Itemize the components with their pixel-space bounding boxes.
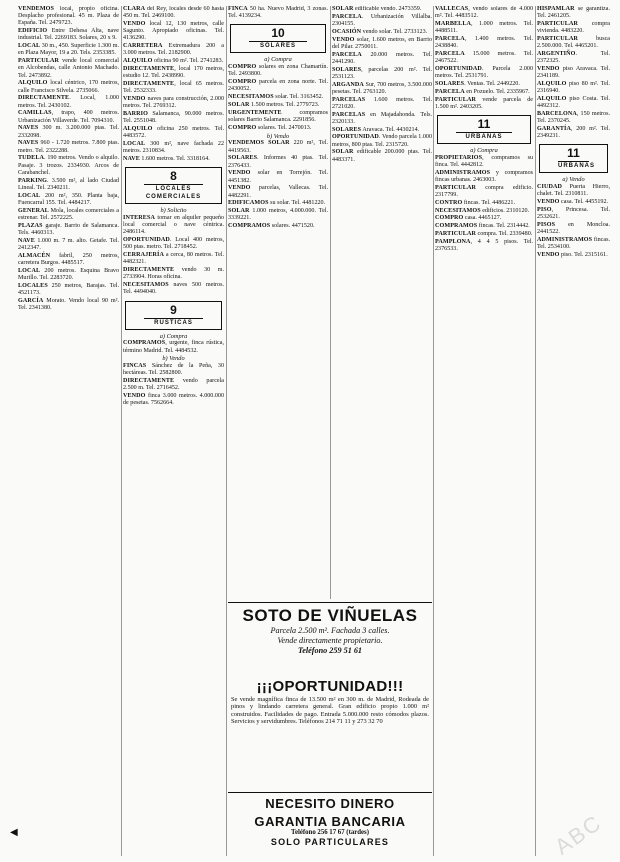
classified-ad: OPORTUNIDAD. Local 400 metros, 500 ptas. metro. Tel. 2718452. — [123, 237, 224, 251]
classified-ad: ARGENTIÑO. Tel. 2372325. — [537, 51, 610, 65]
classified-ad: VENDEMOS local, propio oficina. Desplacho profesional. 45 m. Plaza de España. Tel. 2479723. — [18, 6, 119, 27]
column-4 — [332, 6, 432, 599]
ad-phone: Teléfono 256 17 67 (tardes) — [291, 829, 369, 836]
classified-ad: GARANTÍA, 200 m². Tel. 2349231. — [537, 126, 610, 140]
classified-ad: NECESITAMOS edificios. 2310120. — [435, 207, 530, 214]
classified-ad: CONTRO fincas. Tel. 4486221. — [435, 199, 515, 206]
classified-ad: LOCAL 200 metros. Esquina Bravo Murillo. Tel. 2283720. — [18, 267, 119, 281]
classifieds-page — [18, 6, 610, 856]
classified-ad: SOLAR 1.500 metros. Tel. 2779723. — [228, 102, 320, 108]
classified-ad: VENDO casa. Tel. 4455192. — [537, 199, 609, 206]
column-1 — [18, 6, 119, 856]
classified-ad: PARTICULAR vende parcela de 1.500 m². 2403205. — [435, 96, 533, 110]
classified-ad: PARCELAS 1.600 metros. Tel. 2721020. — [332, 96, 432, 110]
classified-ad: VENDEMOS SOLAR 220 m², Tel. 4419563. — [228, 140, 328, 154]
classified-ad: PLAZAS garaje. Barrio de Salamanca. Tels. 4460313. — [18, 222, 119, 236]
classified-ad: NAVES 300 m. 3.200.000 ptas. Tel. 2332098. — [18, 125, 119, 139]
section-header-rusticas — [125, 301, 222, 330]
classified-ad: SOLAR edificable vendo. 2473359. — [332, 6, 422, 12]
classified-ad: VENDO local 12, 130 metros, calle Sagunto. Apropiado oficinas. Tel. 4136290. — [123, 21, 224, 42]
classified-ad: VENDO solar, 1.600 metros, en Barrio del Pilar. 2750011. — [332, 36, 432, 50]
section-title: RÚSTICAS — [144, 318, 203, 327]
classified-ad: ALQUILO piso Costa. Tel. 4492312. — [537, 96, 610, 110]
classified-ad: NECESITAMOS naves 500 metros. Tel. 4494040. — [123, 282, 224, 296]
classified-ad: PARCELAS en Majadahonda. Tels. 2320133. — [332, 111, 432, 125]
classified-ad: CERRAJERÍA a cerca, 80 metros. Tel. 4482321. — [123, 252, 224, 266]
classified-ad: VENDO naves para construcción, 2.000 metros. Tel. 2769312. — [123, 96, 224, 110]
classified-ad: OCASIÓN vendo solar. Tel. 2733123. — [332, 28, 428, 35]
section-title: URBANAS — [456, 132, 512, 141]
column-5 — [435, 6, 533, 856]
necesito-dinero-ad — [228, 792, 432, 855]
subsection-label: b) Vendo — [162, 355, 185, 363]
section-number: 10 — [271, 26, 285, 41]
classified-ad: PARTICULAR compra edificio. 2317799. — [435, 184, 533, 198]
classified-ad: ALQUILO oficina 250 metros. Tel. 4483572. — [123, 126, 224, 140]
section-title: URBANAS — [558, 163, 595, 170]
classified-ad: SOLAR 1.000 metros, 4.000.000. Tel. 3339221. — [228, 208, 328, 222]
classified-ad: SOLARES Aravaca. Tel. 4430214. — [332, 126, 420, 133]
section-title: SOLARES — [249, 41, 307, 50]
classified-ad: ADMINISTRAMOS fincas. Tel. 2534100. — [537, 237, 610, 251]
classified-ad: COMPRO parcela en zona norte. Tel. 2430052. — [228, 79, 328, 93]
section-number: 9 — [170, 302, 177, 317]
classified-ad: PARCELA 15.000 metros. Tel. 2467522. — [435, 51, 533, 65]
ad-title: SOTO DE VIÑUELAS — [242, 606, 418, 625]
classified-ad: COMPRO solares. Tel. 2470013. — [228, 124, 312, 131]
ad-title: NECESITO DINERO — [265, 796, 395, 811]
classified-ad: COMPRAMOS fincas. Tel. 2314442. — [435, 223, 530, 230]
classified-ad: PARCELA en Pozuelo. Tel. 2335967. — [435, 88, 530, 95]
classified-ad: EDIFICIO Entre Dehesa Alta, nave industrial. Tel. 2269183. Solares, 20 x 9. — [18, 28, 119, 42]
classified-ad: DIRECTAMENTE vendo parcela 2.500 m. Tel. 2716452. — [123, 378, 224, 392]
classified-ad: VALLECAS, vendo solares de 4.000 m². Tel. 4483512. — [435, 6, 533, 20]
classified-ad: DIRECTAMENTE, local 65 metros. Tel. 2532333. — [123, 81, 224, 95]
section-header-solares — [230, 24, 326, 53]
classified-ad: ADMINISTRAMOS y compramos fincas urbanas. 2463003. — [435, 169, 533, 183]
classified-ad: LOCALES 250 metros, Barajas. Tel. 4521173. — [18, 282, 119, 296]
column-2 — [123, 6, 224, 856]
section-header-urbanas-2 — [539, 144, 608, 173]
column-rule — [121, 6, 122, 856]
ad-line: Vende directamente propietario. — [277, 636, 383, 645]
classified-ad: NAVE 1.000 m. 7 m. alto. Getafe. Tel. 2412347. — [18, 237, 119, 251]
classified-ad: PARTICULAR busca 2.500.000. Tel. 4465201. — [537, 36, 610, 50]
subsection-label: a) Compra — [159, 332, 188, 340]
section-header-urbanas — [437, 115, 531, 144]
subsection-label: b) Solicito — [160, 207, 187, 215]
classified-ad: VENDO piso. Tel. 2315161. — [537, 252, 608, 258]
ad-note: SOLO PARTICULARES — [270, 837, 390, 847]
column-3 — [228, 6, 328, 599]
section-number: 8 — [170, 169, 177, 184]
classified-ad: LOCAL 300 m², nave fachada 22 metros. 2310834. — [123, 141, 224, 155]
classified-ad: COMPRO casa. 4465127. — [435, 215, 502, 222]
section-number: 11 — [477, 117, 491, 131]
classified-ad: CAMILLAS, trapo, 400 metros. Urbanización Villaverde. Tel. 7094310. — [18, 110, 119, 124]
classified-ad: MARBELLA, 1.000 metros. Tel. 4488511. — [435, 21, 533, 35]
classified-ad: VENDO solar en Torrejón. Tel. 4451382. — [228, 170, 328, 184]
subsection-label: a) Compra — [470, 147, 498, 154]
classified-ad: BARRIO Salamanca, 90.000 metros. Tel. 2551048. — [123, 111, 224, 125]
classified-ad: ALMACÉN fabril, 250 metros, carretera Burgos. 4485517. — [18, 252, 119, 266]
classified-ad: VENDO finca 3.000 metros. 4.000.000 de pesetas. 7562664. — [123, 393, 224, 407]
classified-ad: EDIFICAMOS su solar. Tel. 4481220. — [228, 200, 326, 207]
classified-ad: COMPRO solares en zona Chamartín. Tel. 2493800. — [228, 64, 328, 78]
ad-title: ¡¡¡OPORTUNIDAD!!! — [256, 678, 404, 695]
classified-ad: TUDELA. 190 metros. Vendo o alquilo. Pasaje. 3 trozos. 2334930. Arcos de Carabanchel. — [18, 155, 119, 176]
classified-ad: COMPRAMOS, urgente, finca rústica, término Madrid. Tel. 4484532. — [123, 340, 224, 354]
classified-ad: HISPAMLAR se garantiza. Tel. 2461205. — [537, 6, 610, 20]
classified-ad: FINCAS Sánchez de la Peña, 30 hectáreas. Tel. 2582800. — [123, 363, 224, 377]
classified-ad: VENDO piso Aravaca. Tel. 2341189. — [537, 66, 610, 80]
classified-ad: FINCA 50 ha. Nuevo Madrid, 3 zonas. Tel. 4139234. — [228, 6, 328, 20]
classified-ad: PARCELA 20.000 metros. Tel. 2441290. — [332, 51, 432, 65]
classified-ad: LOCAL 200 m², 350. Planta baja, Fuencarral 155. Tel. 4484217. — [18, 192, 119, 206]
classified-ad: PARCELA. Urbanización Villalba. 2304155. — [332, 13, 432, 27]
classified-ad: GARCÍA Morato. Vendo local 90 m². Tel. 2341380. — [18, 297, 119, 311]
oportunidad-ad — [228, 678, 432, 790]
classified-ad: PISO, Princesa. Tel. 2532621. — [537, 207, 610, 221]
classified-ad: GENERAL Mola, locales comerciales a estrenar. Tel. 2572225. — [18, 207, 119, 221]
column-6 — [537, 6, 610, 856]
classified-ad: ALQUILO local céntrico, 170 metros, calle Francisco Silvela. 2735066. — [18, 80, 119, 94]
classified-ad: ALQUILO oficina 90 m². Tel. 2741283. — [123, 58, 224, 65]
subsection-label: a) Vendo — [562, 176, 585, 184]
section-header-locales — [125, 167, 222, 204]
classified-ad: ALQUILO piso 80 m². Tel. 2316940. — [537, 81, 610, 95]
classified-ad: PROPIETARIOS, compramos su finca. Tel. 4442812. — [435, 154, 533, 168]
classified-ad: VENDO parcelas, Vallecas. Tel. 4482291. — [228, 185, 328, 199]
classified-ad: PARKING. 3.500 m², al lado Ciudad Lineal. Tel. 2340211. — [18, 177, 119, 191]
classified-ad: DIRECTAMENTE. Local, 1.000 metros. Tel. 2430102. — [18, 95, 119, 109]
ad-body: Se vende magnífica finca de 13.500 m² en 300 m. de Madrid, Rodeada de pinos y lindando carretera general. Gran edificio propio 1.000 m² construidos. Facilidades de pago. Entrada 5.000.000 resto cómodos plazos. Servicios y servidumbres. Teléfonos 214 71 11 y 273 32 70 — [231, 696, 429, 726]
ad-phone: Teléfono 259 51 61 — [297, 646, 363, 655]
classified-ad: ARGANDA Sur, 700 metros, 3.500.000 pesetas. Tel. 2763120. — [332, 81, 432, 95]
classified-ad: PARTICULAR compra. Tel. 2339480. — [435, 230, 533, 237]
ad-line: Parcela 2.500 m². Fachada 3 calles. — [270, 626, 390, 635]
classified-ad: PAMPLONA, 4 4 5 pisos. Tel. 2376533. — [435, 238, 533, 252]
classified-ad: OPORTUNIDAD. Parcela 2.000 metros. Tel. 2531791. — [435, 66, 533, 80]
column-rule — [433, 6, 434, 856]
classified-ad: PARTICULAR vende local comercial en Alcobendas, calle Antonio Machado. Tel. 2473892. — [18, 58, 119, 79]
classified-ad: CLARA del Rey, locales desde 60 hasta 450 m. Tel. 2469100. — [123, 6, 224, 20]
classified-ad: CIUDAD Puerta Hierro, chalet. Tel. 2310811. — [537, 184, 610, 198]
classified-ad: INTERESA tomar en alquiler pequeño local comercial o nave céntrica. 2486114. — [123, 215, 224, 236]
classified-ad: PARCELA, 1.400 metros. Tel. 2438840. — [435, 36, 533, 50]
classified-ad: BARCELONA, 150 metros. Tel. 2370245. — [537, 111, 610, 125]
classified-ad: PISOS en Moncloa. 2441522. — [537, 222, 610, 236]
classified-ad: DIRECTAMENTE vendo 30 m. 2733904. Horas oficina. — [123, 267, 224, 281]
classified-ad: DIRECTAMENTE, local 170 metros, estudio 12. Tel. 2438990. — [123, 66, 224, 80]
subsection-label: b) Vendo — [266, 132, 290, 140]
classified-ad: LOCAL 30 m., 450. Superficie 1.300 m. en Plaza Mayor, 19 a 20. Tels. 2353385. — [18, 43, 119, 57]
ad-title: GARANTIA BANCARIA — [254, 814, 406, 829]
classified-ad: OPORTUNIDAD. Vendo parcela 1.000 metros, 800 ptas. Tel. 2315720. — [332, 134, 432, 148]
classified-ad: URGENTEMENTE compramos solares Barrio Salamanca. 2291856. — [228, 109, 328, 123]
classified-ad: CARRETERA Extremadura 200 a 3.000 metros. Tel. 2182900. — [123, 43, 224, 57]
column-rule — [535, 6, 536, 856]
classified-ad: SOLAR edificable 200.000 ptas. Tel. 4483371. — [332, 149, 432, 163]
classified-ad: SOLARES. Informes 40 ptas. Tel. 2376433. — [228, 155, 328, 169]
classified-ad: NAVE 1.600 metros. Tel. 3318164. — [123, 156, 210, 162]
column-rule — [330, 6, 331, 599]
abc-watermark: ABC — [549, 809, 607, 860]
classified-ad: SOLARES. Ventas. Tel. 2449220. — [435, 81, 520, 87]
classified-ad: PARTICULAR compra vivienda. 4483220. — [537, 21, 610, 35]
corner-mark: ◀ — [10, 827, 18, 838]
classified-ad: SOLARES, parcelas 200 m². Tel. 2531123. — [332, 66, 432, 80]
section-number: 11 — [567, 146, 580, 161]
classified-ad: NECESITAMOS solar. Tel. 3163452. — [228, 94, 324, 101]
classified-ad: NAVES 960 - 1.720 metros. 7.800 ptas. metro. Tel. 2322288. — [18, 140, 119, 154]
classified-ad: COMPRAMOS solares. 4471520. — [228, 223, 315, 230]
column-rule — [226, 6, 227, 856]
section-title: LOCALES COMERCIALES — [145, 186, 202, 201]
subsection-label: a) Compra — [264, 56, 292, 64]
